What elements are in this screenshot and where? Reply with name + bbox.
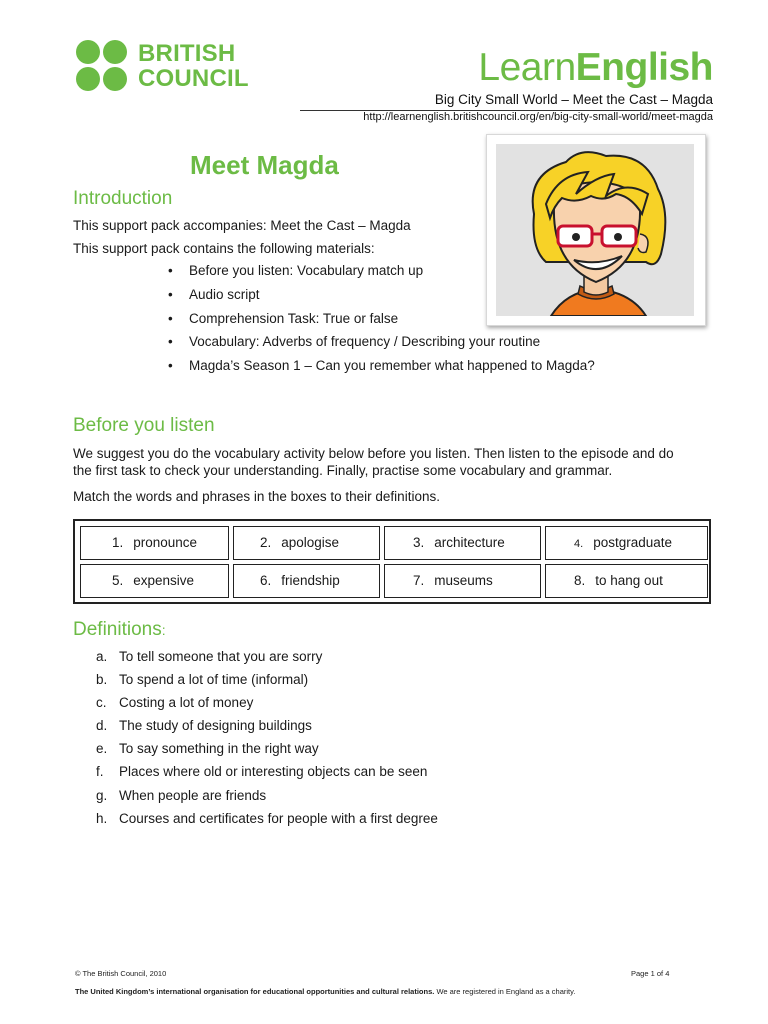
learnenglish-logo: LearnEnglish	[478, 46, 713, 89]
list-item: f. Places where old or interesting objects can be seen	[96, 764, 428, 780]
page-title: Meet Magda	[190, 150, 339, 180]
list-item: a. To tell someone that you are sorry	[96, 649, 323, 664]
instructions-line-1: We suggest you do the vocabulary activity below before you listen. Then listen to the episode and do	[73, 446, 674, 461]
list-item: • Vocabulary: Adverbs of frequency / Describing your routine	[168, 334, 541, 350]
vocab-cell: 8. to hang out	[545, 564, 708, 598]
definitions-list	[96, 648, 438, 833]
list-item: h. Courses and certificates for people with a first degree	[96, 810, 438, 826]
list-item: e. To say something in the right way	[96, 741, 319, 757]
british-council-logo	[76, 40, 266, 92]
vocab-cell: 7. museums	[384, 564, 541, 598]
intro-line-1: This support pack accompanies: Meet the Cast – Magda	[73, 218, 411, 233]
list-item: g. When people are friends	[96, 787, 267, 803]
vocab-cell: 3. architecture	[384, 526, 541, 560]
footer-statement: The United Kingdom’s international organisation for educational opportunities and cultural relations. We are registered in England as a charity.	[75, 987, 576, 996]
source-url: http://learnenglish.britishcouncil.org/en/big-city-small-world/meet-magda	[363, 111, 713, 123]
vocab-cell: 4. postgraduate	[545, 526, 708, 560]
logo-wordmark: BRITISH COUNCIL	[138, 40, 249, 92]
document-subtitle: Big City Small World – Meet the Cast – Magda	[434, 92, 713, 107]
list-item: d. The study of designing buildings	[96, 718, 312, 734]
list-item: • Before you listen: Vocabulary match up	[168, 263, 424, 278]
vocabulary-table	[73, 519, 711, 604]
page-number: Page 1 of 4	[631, 969, 670, 978]
list-item: • Magda’s Season 1 – Can you remember what happened to Magda?	[168, 358, 595, 374]
logo-dots-icon	[76, 40, 130, 92]
list-item: c. Costing a lot of money	[96, 695, 254, 711]
list-item: • Audio script	[168, 286, 260, 302]
copyright: © The British Council, 2010	[75, 969, 167, 978]
intro-line-2: This support pack contains the following materials:	[73, 241, 375, 256]
introduction-heading: Introduction	[73, 188, 173, 209]
list-item: b. To spend a lot of time (informal)	[96, 672, 309, 688]
vocab-cell: 5. expensive	[80, 564, 229, 598]
instructions-line-2: the first task to check your understanding. Finally, practise some vocabulary and grammar.	[73, 463, 613, 478]
materials-list	[164, 262, 595, 381]
vocab-cell: 6. friendship	[233, 564, 380, 598]
definitions-heading: Definitions:	[73, 619, 166, 640]
vocab-cell: 1. pronounce	[80, 526, 229, 560]
vocab-cell: 2. apologise	[233, 526, 380, 560]
match-instruction: Match the words and phrases in the boxes to their definitions.	[73, 489, 440, 504]
before-you-listen-heading: Before you listen	[73, 415, 215, 436]
list-item: • Comprehension Task: True or false	[168, 310, 399, 326]
